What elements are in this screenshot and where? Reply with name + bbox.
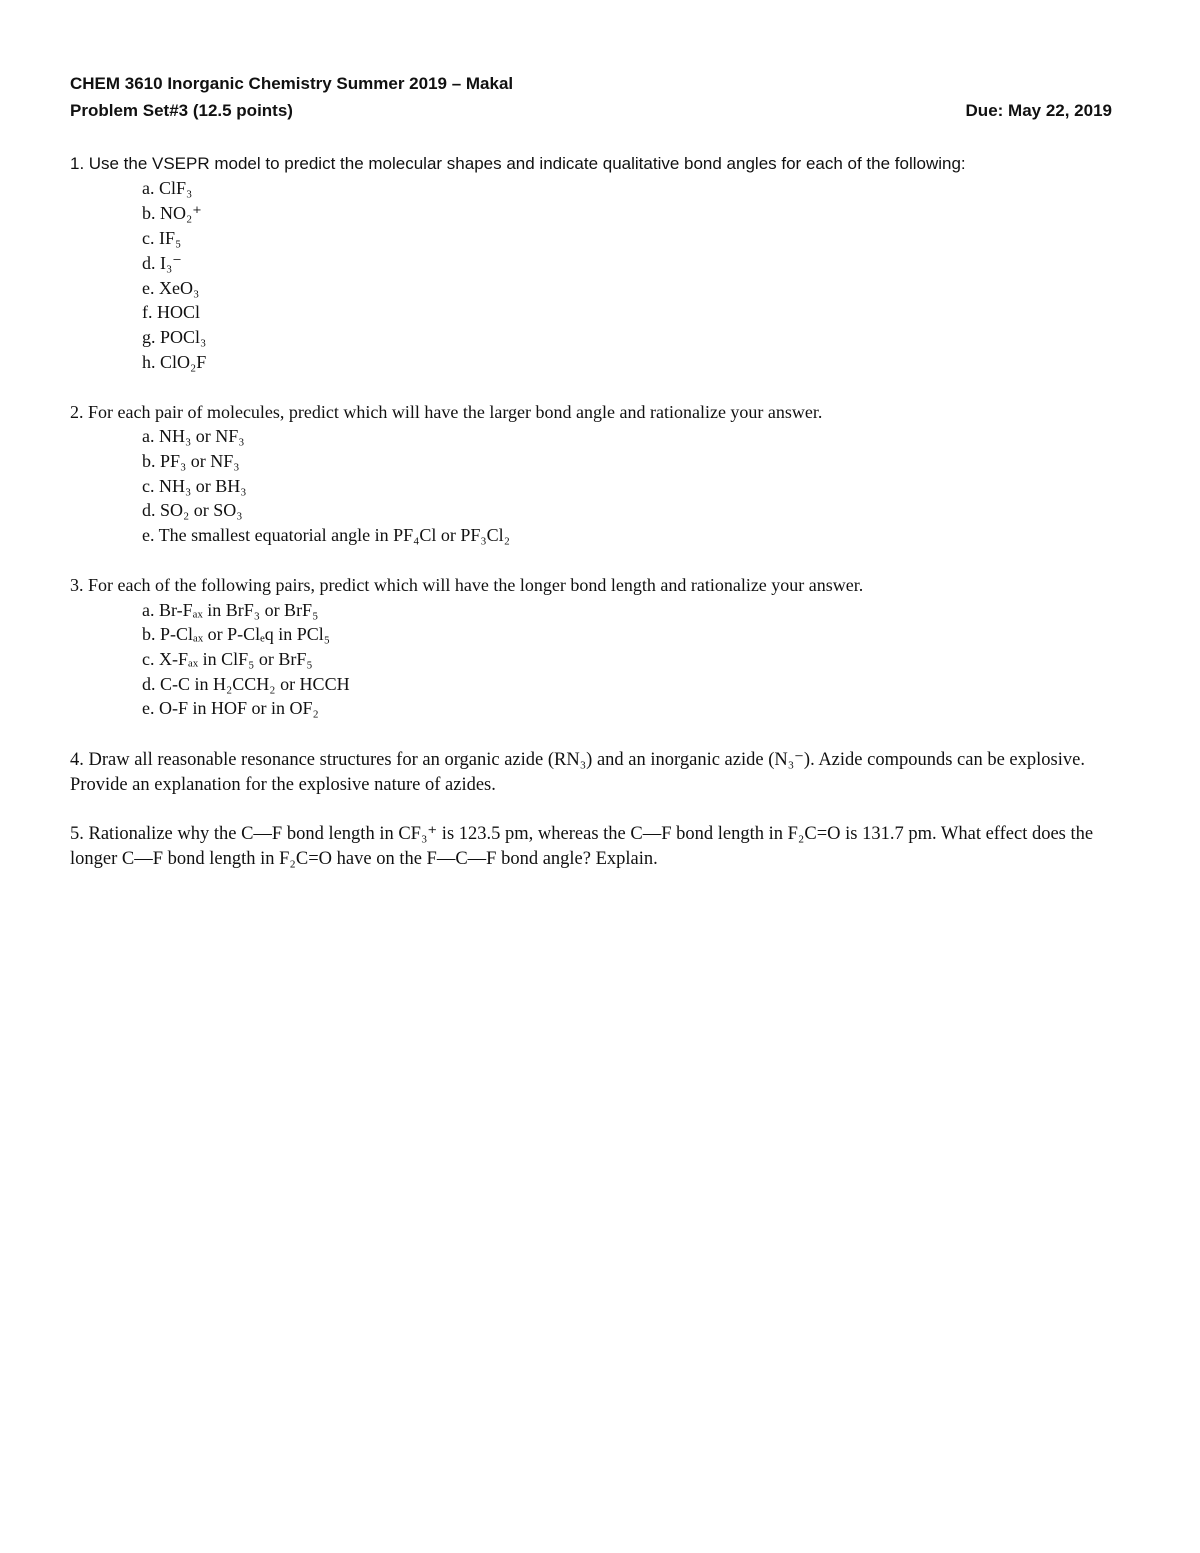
question-text: For each pair of molecules, predict which will have the larger bond angle and rationalize your answer. xyxy=(88,402,823,422)
course-title: CHEM 3610 Inorganic Chemistry Summer 2019 – Makal xyxy=(70,74,514,93)
list-item: e. O-F in HOF or in OF₂ xyxy=(142,698,319,718)
question-5: 5. Rationalize why the C—F bond length in CF₃⁺ is 123.5 pm, whereas the C—F bond length in F₂C=O is 131.7 pm. What effect does the longer C—F bond length in F₂C=O have on the F—C—F bond angle? Explain. xyxy=(70,824,1094,869)
list-item: b. PF₃ or NF₃ xyxy=(142,451,240,471)
list-item: e. The smallest equatorial angle in PF₄Cl or PF₃Cl₂ xyxy=(142,525,510,545)
list-item: h. ClO₂F xyxy=(142,352,207,372)
question-text: Use the VSEPR model to predict the molecular shapes and indicate qualitative bond angles for each of the following: xyxy=(88,154,966,173)
question-3 xyxy=(70,575,863,596)
list-item: g. POCl₃ xyxy=(142,327,207,347)
problem-set-title: Problem Set#3 (12.5 points) xyxy=(70,101,293,120)
list-item: f. HOCl xyxy=(142,302,200,322)
list-item: a. ClF₃ xyxy=(142,178,193,198)
list-item: c. IF₅ xyxy=(142,228,182,248)
list-item: d. I₃⁻ xyxy=(142,253,182,273)
due-date: Due: May 22, 2019 xyxy=(965,101,1112,120)
question-number: 3. xyxy=(70,575,84,595)
question-4: 4. Draw all reasonable resonance structures for an organic azide (RN₃) and an inorganic azide (N₃⁻). Azide compounds can be explosive. Provide an explanation for the explosive nature of azides. xyxy=(70,750,1085,795)
list-item: e. XeO₃ xyxy=(142,278,200,298)
list-item: d. SO₂ or SO₃ xyxy=(142,500,243,520)
question-1 xyxy=(70,153,966,174)
question-number: 1. xyxy=(70,154,85,173)
list-item: a. NH₃ or NF₃ xyxy=(142,426,245,446)
list-item: b. NO₂⁺ xyxy=(142,203,202,223)
list-item: a. Br-Fₐₓ in BrF₃ or BrF₅ xyxy=(142,600,319,620)
question-number: 2. xyxy=(70,402,84,422)
list-item: d. C-C in H₂CCH₂ or HCCH xyxy=(142,674,350,694)
question-2 xyxy=(70,402,822,423)
question-text: For each of the following pairs, predict which will have the longer bond length and rationalize your answer. xyxy=(88,575,864,595)
list-item: c. NH₃ or BH₃ xyxy=(142,476,247,496)
list-item: b. P-Clₐₓ or P-Clₑq in PCl₅ xyxy=(142,624,331,644)
list-item: c. X-Fₐₓ in ClF₅ or BrF₅ xyxy=(142,649,313,669)
